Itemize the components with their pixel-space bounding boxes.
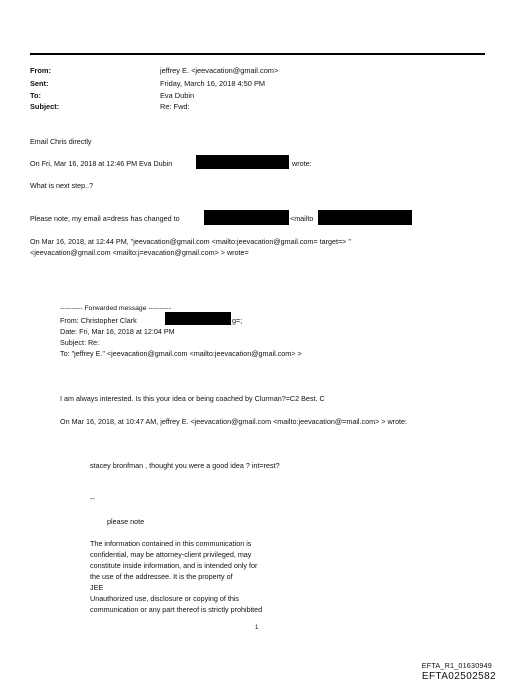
body-line-please-note: please note (107, 517, 145, 526)
body-line-mar16-wrote: On Mar 16, 2018, at 10:47 AM, jeffrey E. <jeevacation@gmail.com <mailto:jeevacation@=mail.com> > wrote: (60, 417, 408, 426)
forwarded-from-tail: g=; (232, 316, 243, 325)
body-line-jeevacation-2: <jeevacation@gmail.com <mailto:j=evacation@gmail.com> > wrote= (30, 248, 249, 257)
redaction-box (196, 155, 289, 169)
body-line-mailto: <mailto (290, 214, 314, 223)
header-to-value: Eva Dubin (160, 91, 195, 100)
forwarded-to: To: "jeffrey E." <jeevacation@gmail.com <mailto:jeevacation@gmail.com> > (60, 349, 302, 358)
forwarded-subject: Subject: Re: (60, 338, 100, 347)
redaction-box (165, 312, 231, 325)
disclaimer-line: JEE (90, 583, 104, 592)
header-from-label: From: (30, 66, 51, 75)
body-line-next-step: What is next step..? (30, 181, 94, 190)
body-line-always-interested: I am always interested. Is this your idea or being coached by Clurman?=C2 Best. C (60, 394, 325, 403)
redaction-box (204, 210, 289, 225)
body-line-eva-dubin-wrote: wrote: (292, 159, 312, 168)
page-number: 1 (255, 625, 259, 631)
header-to-label: To: (30, 91, 41, 100)
header-subject-label: Subject: (30, 102, 60, 111)
footer-document-id: EFTA_R1_01630949 (421, 661, 492, 670)
body-line-jeevacation-1: On Mar 16, 2018, at 12:44 PM, "jeevacation@gmail.com <mailto:jeevacation@gmail.com= target=> " (30, 237, 351, 246)
redaction-box (318, 210, 412, 225)
header-sent-value: Friday, March 16, 2018 4:50 PM (160, 79, 266, 88)
disclaimer-line: constitute inside information, and is intended only for (90, 561, 258, 570)
disclaimer-line: The information contained in this communication is (90, 539, 252, 548)
disclaimer-line: Unauthorized use, disclosure or copying of this (90, 594, 240, 603)
disclaimer-line: the use of the addressee. It is the property of (90, 572, 233, 581)
body-line-stacey-bronfman: stacey bronfman , thought you were a good idea ? int=rest? (90, 461, 280, 470)
header-from-value: jeffrey E. <jeevacation@gmail.com> (160, 66, 279, 75)
body-line-eva-dubin-quote: On Fri, Mar 16, 2018 at 12:46 PM Eva Dubin (30, 159, 173, 168)
header-subject-value: Re: Fwd: (160, 102, 190, 111)
header-divider-line (30, 53, 485, 55)
body-line-email-changed: Please note, my email a=dress has changed to (30, 214, 180, 223)
body-line-email-chris: Email Chris directly (30, 137, 92, 146)
forwarded-from: From: Christopher Clark (60, 316, 137, 325)
disclaimer-line: communication or any part thereof is strictly prohibited (90, 605, 263, 614)
body-line-signature-dash: -- (90, 494, 95, 503)
forwarded-message-header: ---------- Forwarded message ---------- (60, 305, 172, 312)
footer-bates-number: EFTA02502582 (421, 671, 496, 682)
forwarded-date: Date: Fri, Mar 16, 2018 at 12:04 PM (60, 327, 175, 336)
disclaimer-line: confidential, may be attorney-client privileged, may (90, 550, 252, 559)
header-sent-label: Sent: (30, 79, 49, 88)
